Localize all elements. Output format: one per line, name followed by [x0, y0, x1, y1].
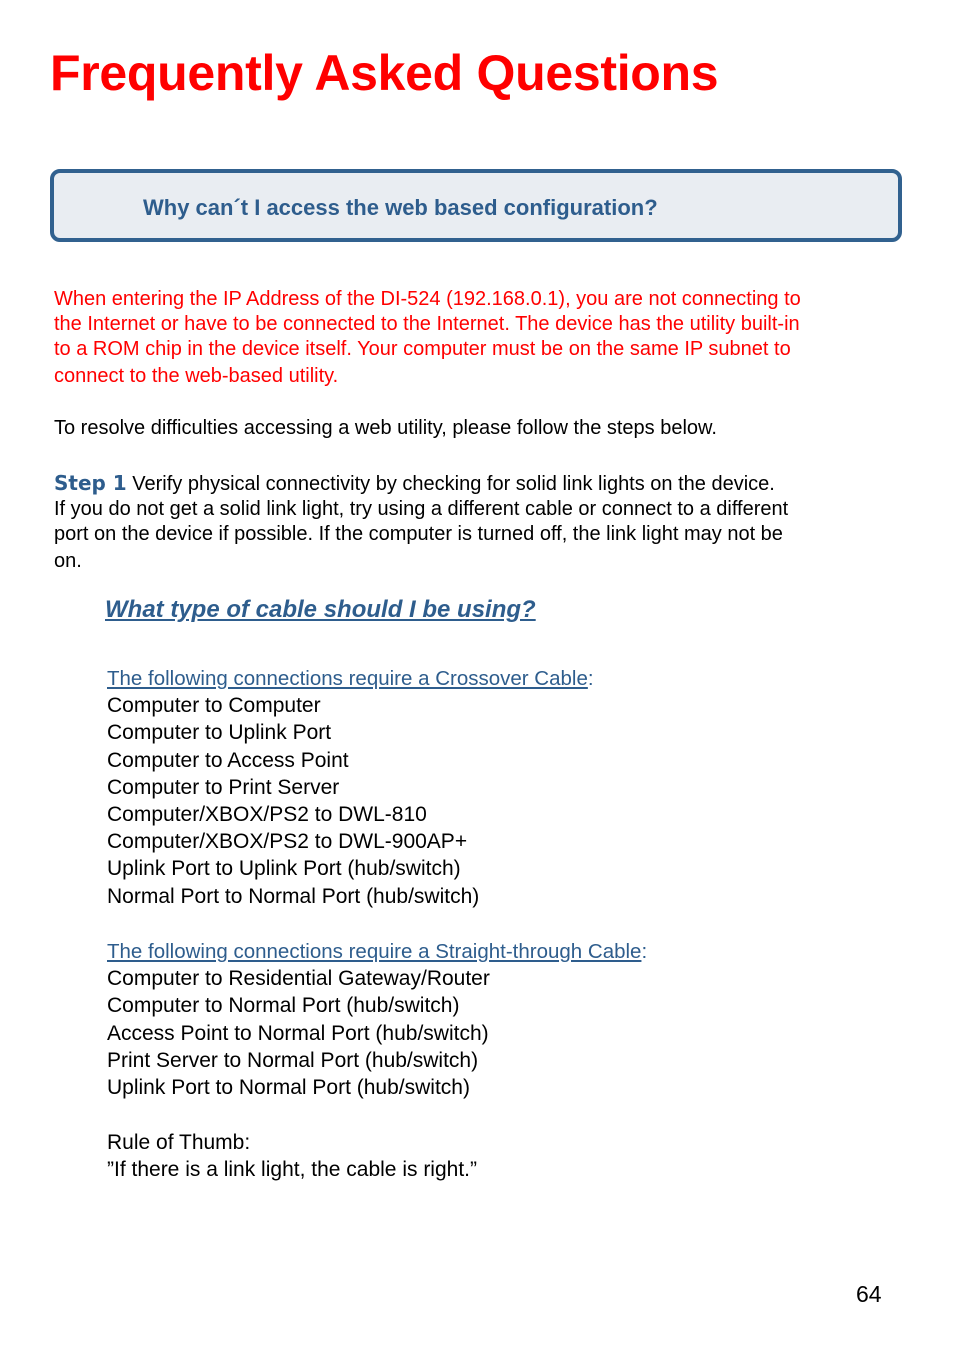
intro-line: When entering the IP Address of the DI-524 (192.168.0.1), you are not connecting to [54, 288, 801, 310]
intro-line: connect to the web-based utility. [54, 365, 339, 387]
list-item: Computer to Access Point [107, 748, 349, 772]
resolve-instructions: To resolve difficulties accessing a web utility, please follow the steps below. [54, 417, 717, 439]
step-1-line: Verify physical connectivity by checking for solid link lights on the device. [126, 473, 775, 495]
question-text: Why can´t I access the web based configuration? [143, 195, 658, 220]
straight-through-section: The following connections require a Straight-through Cable: Computer to Residential Gateway/Router Computer to Normal Port (hub/switch) Access Point to Normal Port (hub/switch) Print Server to Normal Port (hub/switch) Uplink Port to Normal Port (hub/switch) [107, 938, 887, 1101]
list-item: Normal Port to Normal Port (hub/switch) [107, 884, 480, 908]
rule-of-thumb-label: Rule of Thumb: [107, 1131, 251, 1154]
question-box [50, 169, 902, 242]
step-1-line: If you do not get a solid link light, try using a different cable or connect to a different [54, 498, 789, 520]
page-number: 64 [856, 1281, 882, 1307]
list-item: Computer to Uplink Port [107, 721, 332, 745]
step-1-label: Step 1 [54, 471, 127, 495]
list-item: Computer to Normal Port (hub/switch) [107, 994, 460, 1018]
intro-paragraph [54, 287, 914, 389]
crossover-header: The following connections require a Crossover Cable [107, 667, 588, 690]
crossover-section: The following connections require a Crossover Cable: Computer to Computer Computer to Uplink Port Computer to Access Point Computer to Print Server Computer/XBOX/PS2 to DWL-810 Computer/XBOX/PS2 to DWL-900AP+ Uplink Port to Uplink Port (hub/switch) Normal Port to Normal Port (hub/switch) [107, 665, 887, 910]
list-item: Print Server to Normal Port (hub/switch) [107, 1048, 479, 1072]
list-item: Uplink Port to Uplink Port (hub/switch) [107, 857, 461, 881]
list-item: Computer to Residential Gateway/Router [107, 967, 490, 991]
cable-question-heading: What type of cable should I be using? [105, 596, 536, 623]
list-item: Computer/XBOX/PS2 to DWL-810 [107, 803, 427, 827]
list-item: Computer/XBOX/PS2 to DWL-900AP+ [107, 830, 468, 854]
step-1-line: port on the device if possible. If the computer is turned off, the link light may not be [54, 523, 783, 545]
list-item: Computer to Print Server [107, 775, 340, 799]
rule-of-thumb [107, 1129, 887, 1183]
straight-through-header: The following connections require a Straight-through Cable [107, 940, 642, 963]
list-item: Computer to Computer [107, 694, 321, 718]
rule-of-thumb-quote: ”If there is a link light, the cable is right.” [107, 1158, 477, 1182]
intro-line: to a ROM chip in the device itself. Your computer must be on the same IP subnet to [54, 338, 791, 360]
step-1-line: on. [54, 550, 82, 572]
intro-line: the Internet or have to be connected to the Internet. The device has the utility built-in [54, 313, 800, 335]
list-item: Uplink Port to Normal Port (hub/switch) [107, 1076, 470, 1100]
step-1-paragraph [54, 471, 914, 574]
list-item: Access Point to Normal Port (hub/switch) [107, 1021, 489, 1045]
page-title: Frequently Asked Questions [50, 45, 719, 101]
